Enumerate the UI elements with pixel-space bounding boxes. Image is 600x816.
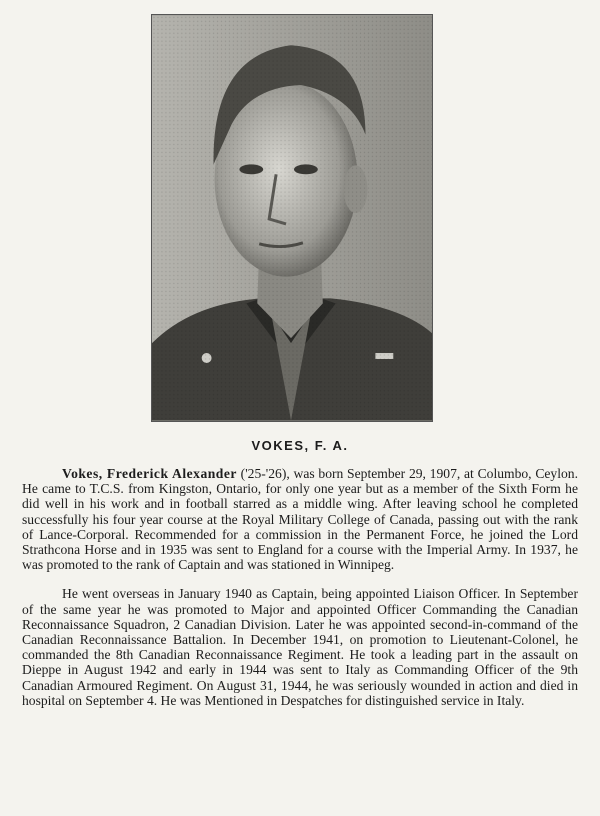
portrait-photo [151,14,433,422]
biography-text [22,466,578,722]
paragraph-1 [22,466,578,572]
paragraph-1-text: ('25-'26), was born September 29, 1907, at Columbo, Ceylon. He came to T.C.S. from Kingston, Ontario, for only one year but as a member of the Sixth Form he did well in his work and in football starred as a middle wing. After leaving school he completed successfully his four year course at the Royal Military College of Canada, passing out with the rank of Lance-Corporal. Recommended for a commission in the Permanent Force, he joined the Lord Strathcona Horse and in 1935 was sent to England for a course with the Imperial Army. In 1937, he was promoted to the rank of Captain and was stationed in Winnipeg. [22,466,578,573]
paragraph-2-text: He went overseas in January 1940 as Captain, being appointed Liaison Officer. In September of the same year he was promoted to Major and appointed Officer Commanding the Canadian Reconnaissance Squadron, 2 Canadian Division. Later he was appointed second-in-command of the Canadian Reconnaissance Battalion. In December 1941, on promotion to Lieutenant-Colonel, he commanded the 8th Canadian Reconnaissance Regiment. He took a leading part in the assault on Dieppe in August 1942 and early in 1944 was sent to Italy as Commanding Officer of the 9th Canadian Armoured Regiment. On August 31, 1944, he was seriously wounded in action and died in hospital on September 4. He was Mentioned in Despatches for distinguished service in Italy. [22,586,578,708]
subject-name: Vokes, Frederick Alexander [62,466,237,481]
paragraph-2 [22,586,578,708]
caption-title: VOKES, F. A. [251,438,349,453]
